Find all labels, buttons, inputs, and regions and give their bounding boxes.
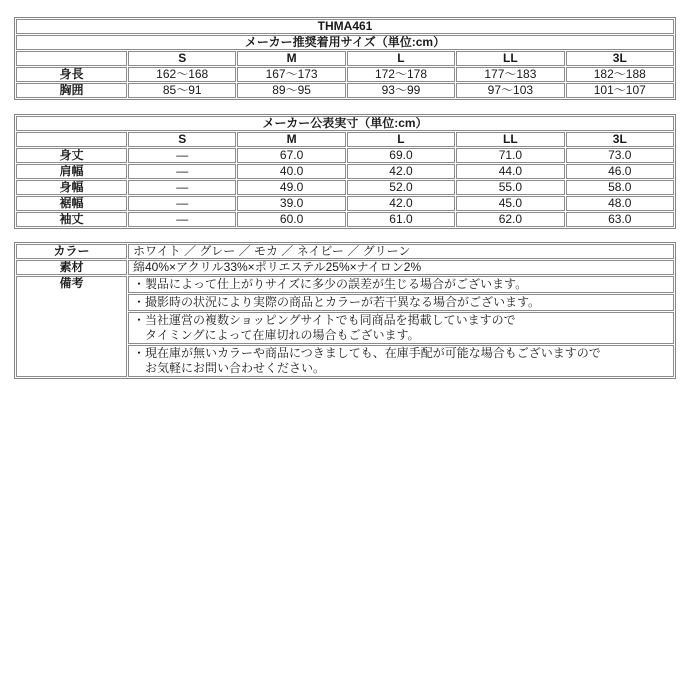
column-header-m: M	[237, 132, 345, 147]
remark-note	[128, 345, 674, 377]
row-label-height: 身長	[16, 67, 127, 82]
size-cell: 167～173	[237, 67, 345, 82]
row-label-material: 素材	[16, 260, 127, 275]
recommended-size-table	[14, 17, 676, 100]
table-row	[16, 276, 674, 293]
size-cell: 162～168	[128, 67, 236, 82]
size-cell: 45.0	[456, 196, 564, 211]
size-cell: 89～95	[237, 83, 345, 98]
size-cell: 44.0	[456, 164, 564, 179]
table-row	[16, 180, 674, 195]
corner-cell	[16, 132, 127, 147]
size-cell: ―	[128, 196, 236, 211]
row-label-sleeve-length: 袖丈	[16, 212, 127, 227]
row-label-remarks: 備考	[16, 276, 127, 377]
column-header-s: S	[128, 132, 236, 147]
row-label-body-width: 身幅	[16, 180, 127, 195]
size-cell: 60.0	[237, 212, 345, 227]
size-cell: 73.0	[566, 148, 674, 163]
table-row	[16, 83, 674, 98]
size-cell: 58.0	[566, 180, 674, 195]
info-table	[14, 242, 676, 379]
size-cell: 101～107	[566, 83, 674, 98]
size-cell: 67.0	[237, 148, 345, 163]
size-cell: 62.0	[456, 212, 564, 227]
row-label-chest: 胸囲	[16, 83, 127, 98]
color-value: ホワイト ／ グレー ／ モカ ／ ネイビー ／ グリーン	[128, 244, 674, 259]
size-cell: 42.0	[347, 196, 455, 211]
table-row	[16, 196, 674, 211]
size-cell: 40.0	[237, 164, 345, 179]
column-header-3l: 3L	[566, 51, 674, 66]
size-cell: 69.0	[347, 148, 455, 163]
size-cell: 172～178	[347, 67, 455, 82]
row-label-body-length: 身丈	[16, 148, 127, 163]
corner-cell	[16, 51, 127, 66]
size-cell: 39.0	[237, 196, 345, 211]
column-header-m: M	[237, 51, 345, 66]
remark-note	[128, 276, 674, 293]
size-cell: 182～188	[566, 67, 674, 82]
column-header-3l: 3L	[566, 132, 674, 147]
table-row	[16, 116, 674, 131]
size-cell: ―	[128, 180, 236, 195]
remark-note-line: タイミングによって在庫切れの場合もございます。	[145, 328, 420, 342]
size-cell: 93～99	[347, 83, 455, 98]
table-row	[16, 212, 674, 227]
size-cell: 52.0	[347, 180, 455, 195]
size-cell: ―	[128, 164, 236, 179]
remark-note-line: ・製品によって仕上がりサイズに多少の誤差が生じる場合がございます。	[133, 277, 528, 291]
size-cell: 71.0	[456, 148, 564, 163]
table-row	[16, 244, 674, 259]
size-cell: ―	[128, 212, 236, 227]
row-label-shoulder-width: 肩幅	[16, 164, 127, 179]
table-row	[16, 260, 674, 275]
column-header-s: S	[128, 51, 236, 66]
size-cell: 85～91	[128, 83, 236, 98]
size-cell: 61.0	[347, 212, 455, 227]
table-row	[16, 67, 674, 82]
table-row	[16, 148, 674, 163]
remark-note-line: ・撮影時の状況により実際の商品とカラーが若干異なる場合がございます。	[133, 295, 541, 309]
table-row	[16, 19, 674, 34]
size-cell: 42.0	[347, 164, 455, 179]
size-cell: 97～103	[456, 83, 564, 98]
remark-note	[128, 312, 674, 344]
size-cell: 46.0	[566, 164, 674, 179]
table-row	[16, 35, 674, 50]
remark-note-line: お気軽にお問い合わせください。	[145, 361, 326, 375]
size-cell: 49.0	[237, 180, 345, 195]
actual-size-title: メーカー公表実寸（単位:cm）	[16, 116, 674, 131]
size-cell: 177～183	[456, 67, 564, 82]
remark-note-line: ・当社運営の複数ショッピングサイトでも同商品を掲載していますので	[133, 313, 516, 327]
product-code: THMA461	[16, 19, 674, 34]
remark-note	[128, 294, 674, 311]
table-row	[16, 132, 674, 147]
material-value: 綿40%×アクリル33%×ポリエステル25%×ナイロン2%	[128, 260, 674, 275]
actual-size-table	[14, 114, 676, 229]
column-header-l: L	[347, 51, 455, 66]
table-row	[16, 164, 674, 179]
size-cell: 48.0	[566, 196, 674, 211]
size-cell: ―	[128, 148, 236, 163]
size-cell: 55.0	[456, 180, 564, 195]
column-header-l: L	[347, 132, 455, 147]
size-cell: 63.0	[566, 212, 674, 227]
remark-note-line: ・現在庫が無いカラーや商品につきましても、在庫手配が可能な場合もございますので	[133, 346, 601, 360]
recommended-size-title: メーカー推奨着用サイズ（単位:cm）	[16, 35, 674, 50]
row-label-hem-width: 裾幅	[16, 196, 127, 211]
row-label-color: カラー	[16, 244, 127, 259]
column-header-ll: LL	[456, 51, 564, 66]
table-row	[16, 51, 674, 66]
column-header-ll: LL	[456, 132, 564, 147]
